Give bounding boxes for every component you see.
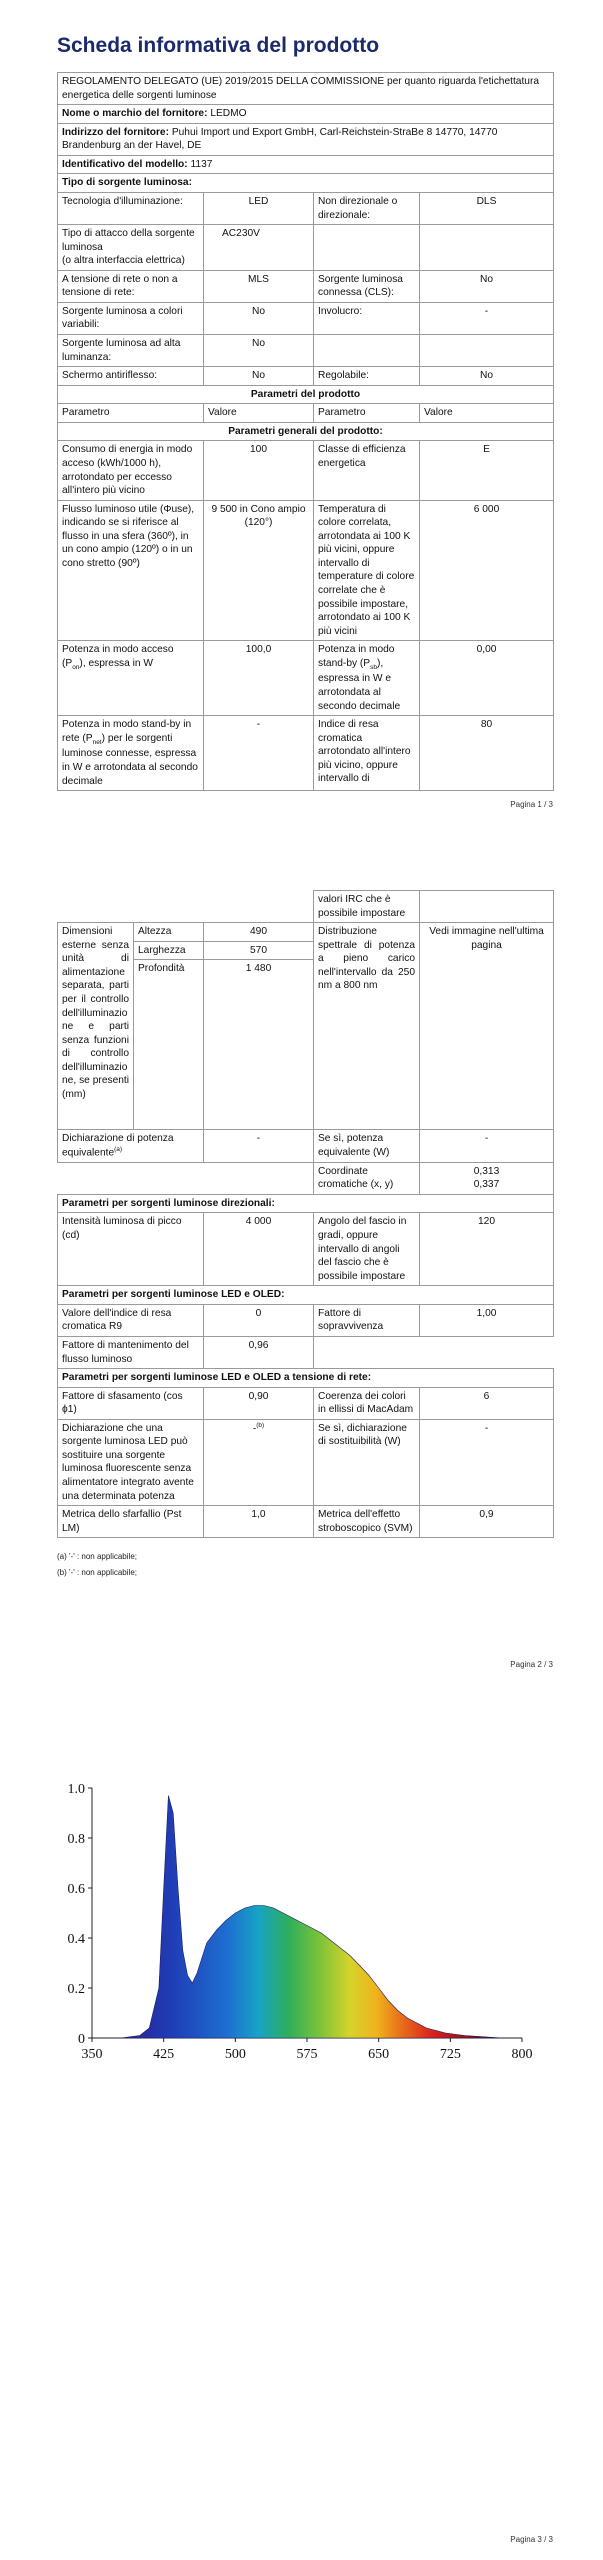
cell-value: - xyxy=(204,1130,314,1163)
cell-label: Fattore di sfasamento (cos ϕ1) xyxy=(58,1387,204,1419)
cell-value: 9 500 in Cono ampio (120°) xyxy=(204,500,314,641)
general-params-header: Parametri generali del prodotto: xyxy=(58,422,554,441)
cell-value: 1,0 xyxy=(204,1506,314,1538)
cell-label: Non direzionale o direzionale: xyxy=(314,192,420,224)
cell-value: - xyxy=(420,1419,554,1505)
cell-label: Fattore di mantenimento del flusso luminoso xyxy=(58,1336,204,1368)
cell-label: Metrica dell'effetto stroboscopico (SVM) xyxy=(314,1506,420,1538)
cell-value: 0,00 xyxy=(420,641,554,716)
page-1 xyxy=(0,0,603,820)
source-type-header: Tipo di sorgente luminosa: xyxy=(58,174,554,193)
cell-value: LED xyxy=(204,192,314,224)
y-ticks xyxy=(68,1782,93,2047)
y-tick-label: 1.0 xyxy=(67,1782,85,1797)
eq-power-label xyxy=(58,1130,204,1163)
y-tick-label: 0.2 xyxy=(67,1982,85,1997)
replace-value: - xyxy=(252,1423,257,1435)
cell-empty xyxy=(314,335,420,367)
x-tick-label: 725 xyxy=(439,2047,461,2062)
cell-label: Sorgente luminosa connessa (CLS): xyxy=(314,270,420,302)
cell-label: Valore dell'indice di resa cromatica R9 xyxy=(58,1304,204,1336)
cell-empty xyxy=(314,225,420,271)
page-number: Pagina 2 / 3 xyxy=(510,1660,553,1669)
cell-value: 0,96 xyxy=(204,1336,314,1368)
x-tick-label: 425 xyxy=(153,2047,175,2062)
page-2 xyxy=(0,860,603,1680)
x-ticks xyxy=(82,2038,533,2062)
dim-value: 1 480 xyxy=(204,960,314,1130)
pon-sub: on xyxy=(72,663,80,671)
cell-label: Flusso luminoso utile (Φuse), indicando se si riferisce al flusso in una sfera (360º), in un cono ampio (120º) o in un cono stretto (90º) xyxy=(58,500,204,641)
chroma-label: Coordinate cromatiche (x, y) xyxy=(314,1162,420,1194)
cell-empty xyxy=(58,1162,314,1194)
eq-power-sup: (a) xyxy=(114,1145,123,1153)
dim-value: 490 xyxy=(204,923,314,942)
product-info-table-continued xyxy=(57,890,554,1538)
page-3 xyxy=(0,1720,603,2560)
pnet-sub: net xyxy=(92,738,102,746)
cell-empty xyxy=(420,225,554,271)
dim-label: Altezza xyxy=(134,923,204,942)
attacco-label: Tipo di attacco della sorgente luminosa xyxy=(62,228,195,253)
cell-value: No xyxy=(204,367,314,386)
page-number: Pagina 3 / 3 xyxy=(510,2535,553,2544)
mains-header: Parametri per sorgenti luminose LED e OLED a tensione di rete: xyxy=(58,1369,554,1388)
cell-value: 0,90 xyxy=(204,1387,314,1419)
supplier-address-row xyxy=(58,123,554,155)
pnet-label: Potenza in modo stand-by in rete (P xyxy=(62,719,192,744)
model-row xyxy=(58,155,554,174)
cell-label: Fattore di sopravvivenza xyxy=(314,1304,420,1336)
y-tick-label: 0.6 xyxy=(67,1882,85,1897)
cell-label: Schermo antiriflesso: xyxy=(58,367,204,386)
cell-label: Tecnologia d'illuminazione: xyxy=(58,192,204,224)
cell-label: Intensità luminosa di picco (cd) xyxy=(58,1213,204,1286)
pon-label-end: ), espressa in W xyxy=(79,657,154,669)
cell-empty xyxy=(420,891,554,923)
page-number: Pagina 1 / 3 xyxy=(510,800,553,809)
x-tick-label: 350 xyxy=(81,2047,103,2062)
cell-value: No xyxy=(420,270,554,302)
chroma-x: 0,313 xyxy=(473,1165,500,1177)
cell-label: Regolabile: xyxy=(314,367,420,386)
psb-sub: sb xyxy=(370,663,377,671)
product-info-table xyxy=(57,72,554,791)
cell-value: 0,9 xyxy=(420,1506,554,1538)
y-tick-label: 0.8 xyxy=(67,1832,85,1847)
cell-value: MLS xyxy=(204,270,314,302)
supplier-name-label: Nome o marchio del fornitore: xyxy=(62,108,208,120)
cell-label: A tensione di rete o non a tensione di rete: xyxy=(58,270,204,302)
cell-label xyxy=(58,225,204,271)
chroma-values xyxy=(420,1162,554,1194)
cell-label xyxy=(314,641,420,716)
psb-label-end: ), espressa in W e arrotondata al secondo decimale xyxy=(318,657,401,712)
cell-value: - xyxy=(420,302,554,334)
cell-label xyxy=(58,716,204,791)
supplier-name-row xyxy=(58,105,554,124)
cell-label: Dichiarazione che una sorgente luminosa LED può sostituire una sorgente luminosa fluorescente senza alimentatore integrato avente una determinata potenza xyxy=(58,1419,204,1505)
cell-value: E xyxy=(420,441,554,500)
cell-value: 100,0 xyxy=(204,641,314,716)
cell-value: 1,00 xyxy=(420,1304,554,1336)
dim-label: Profondità xyxy=(134,960,204,1130)
eq-power-text: Dichiarazione di potenza equivalente xyxy=(62,1133,174,1159)
cell-value: No xyxy=(204,302,314,334)
col-header: Parametro xyxy=(314,404,420,423)
cell-empty xyxy=(420,335,554,367)
cell-value: 80 xyxy=(420,716,554,791)
cell-value: 4 000 xyxy=(204,1213,314,1286)
supplier-address-label: Indirizzo del fornitore: xyxy=(62,126,169,138)
cell-label: Angolo del fascio in gradi, oppure intervallo di angoli del fascio che è possibile impostare xyxy=(314,1213,420,1286)
cell-label: Coerenza dei colori in ellissi di MacAdam xyxy=(314,1387,420,1419)
cell-label: Sorgente luminosa ad alta luminanza: xyxy=(58,335,204,367)
cell-value: - xyxy=(204,716,314,791)
attacco-note: (o altra interfaccia elettrica) xyxy=(62,255,185,267)
spd-label: Distribuzione spettrale di potenza a pieno carico nell'intervallo da 250 nm a 800 nm xyxy=(314,923,420,1130)
document-title: Scheda informativa del prodotto xyxy=(57,34,380,57)
cell-label: Involucro: xyxy=(314,302,420,334)
y-tick-label: 0.4 xyxy=(67,1932,85,1947)
cell-value xyxy=(204,1419,314,1505)
chroma-y: 0,337 xyxy=(473,1179,500,1191)
cri-continued: valori IRC che è possibile impostare xyxy=(314,891,420,923)
spd-area xyxy=(121,1796,503,2039)
dimensions-label: Dimensioni esterne senza unità di alimentazione separata, parti per il controllo dell'illuminazione e parti senza funzioni di controllo dell'illuminazione, se presenti (mm) xyxy=(58,923,134,1130)
cell-value: 6 xyxy=(420,1387,554,1419)
cell-empty xyxy=(58,891,314,923)
regulation-text: REGOLAMENTO DELEGATO (UE) 2019/2015 DELLA COMMISSIONE per quanto riguarda l'etichettatura energetica delle sorgenti luminose xyxy=(58,73,554,105)
model-label: Identificativo del modello: xyxy=(62,158,188,170)
x-tick-label: 650 xyxy=(368,2047,390,2062)
spd-value: Vedi immagine nell'ultima pagina xyxy=(420,923,554,1130)
psb-label: Potenza in modo stand-by (P xyxy=(318,644,395,669)
x-tick-label: 800 xyxy=(511,2047,533,2062)
x-tick-label: 575 xyxy=(296,2047,318,2062)
dim-value: 570 xyxy=(204,941,314,960)
y-tick-label: 0 xyxy=(78,2032,85,2047)
pnet-label-end: ) per le sorgenti luminose connesse, espressa in W e arrotondata al secondo decimale xyxy=(62,732,198,787)
cell-label: Indice di resa cromatica arrotondato all'intero più vicino, oppure intervallo di xyxy=(314,716,420,791)
model-id: 1137 xyxy=(190,158,213,170)
cell-value: 6 000 xyxy=(420,500,554,641)
cell-label xyxy=(58,641,204,716)
cell-label: Se sì, dichiarazione di sostituibilità (W) xyxy=(314,1419,420,1505)
cell-value: 100 xyxy=(204,441,314,500)
params-header: Parametri del prodotto xyxy=(58,385,554,404)
pon-label: Potenza in modo acceso (P xyxy=(62,644,174,669)
cell-label: Temperatura di colore correlata, arrotondata ai 100 K più vicini, oppure intervallo di temperature di colore correlate che è possibile impostare, arrotondato ai 100 K più vicini xyxy=(314,500,420,641)
footnote-a: (a) '-' : non applicabile; xyxy=(57,1552,137,1561)
led-header: Parametri per sorgenti luminose LED e OLED: xyxy=(58,1286,554,1305)
cell-value: No xyxy=(420,367,554,386)
cell-label: Se sì, potenza equivalente (W) xyxy=(314,1130,420,1163)
supplier-name: LEDMO xyxy=(210,108,247,120)
cell-label: Consumo di energia in modo acceso (kWh/1000 h), arrotondato per eccesso all'intero più vicino xyxy=(58,441,204,500)
cell-value: No xyxy=(204,335,314,367)
col-header: Valore xyxy=(204,404,314,423)
supplier-address: Puhui Import und Export GmbH, Carl-Reichstein-StraBe 8 14770, 14770 Brandenburg an der Havel, DE xyxy=(62,126,498,152)
col-header: Valore xyxy=(420,404,554,423)
directional-header: Parametri per sorgenti luminose direzionali: xyxy=(58,1194,554,1213)
cell-label: Classe di efficienza energetica xyxy=(314,441,420,500)
footnote-b: (b) '-' : non applicabile; xyxy=(57,1568,137,1577)
x-tick-label: 500 xyxy=(224,2047,246,2062)
spectral-distribution-chart xyxy=(52,1778,542,2078)
cell-value: 0 xyxy=(204,1304,314,1336)
replace-sup: (b) xyxy=(256,1421,265,1429)
cell-label: Metrica dello sfarfallio (Pst LM) xyxy=(58,1506,204,1538)
cell-value: AC230V xyxy=(204,225,314,271)
cell-value: DLS xyxy=(420,192,554,224)
cell-value: 120 xyxy=(420,1213,554,1286)
dim-label: Larghezza xyxy=(134,941,204,960)
cell-empty xyxy=(314,1336,554,1368)
col-header: Parametro xyxy=(58,404,204,423)
cell-value: - xyxy=(420,1130,554,1163)
cell-label: Sorgente luminosa a colori variabili: xyxy=(58,302,204,334)
